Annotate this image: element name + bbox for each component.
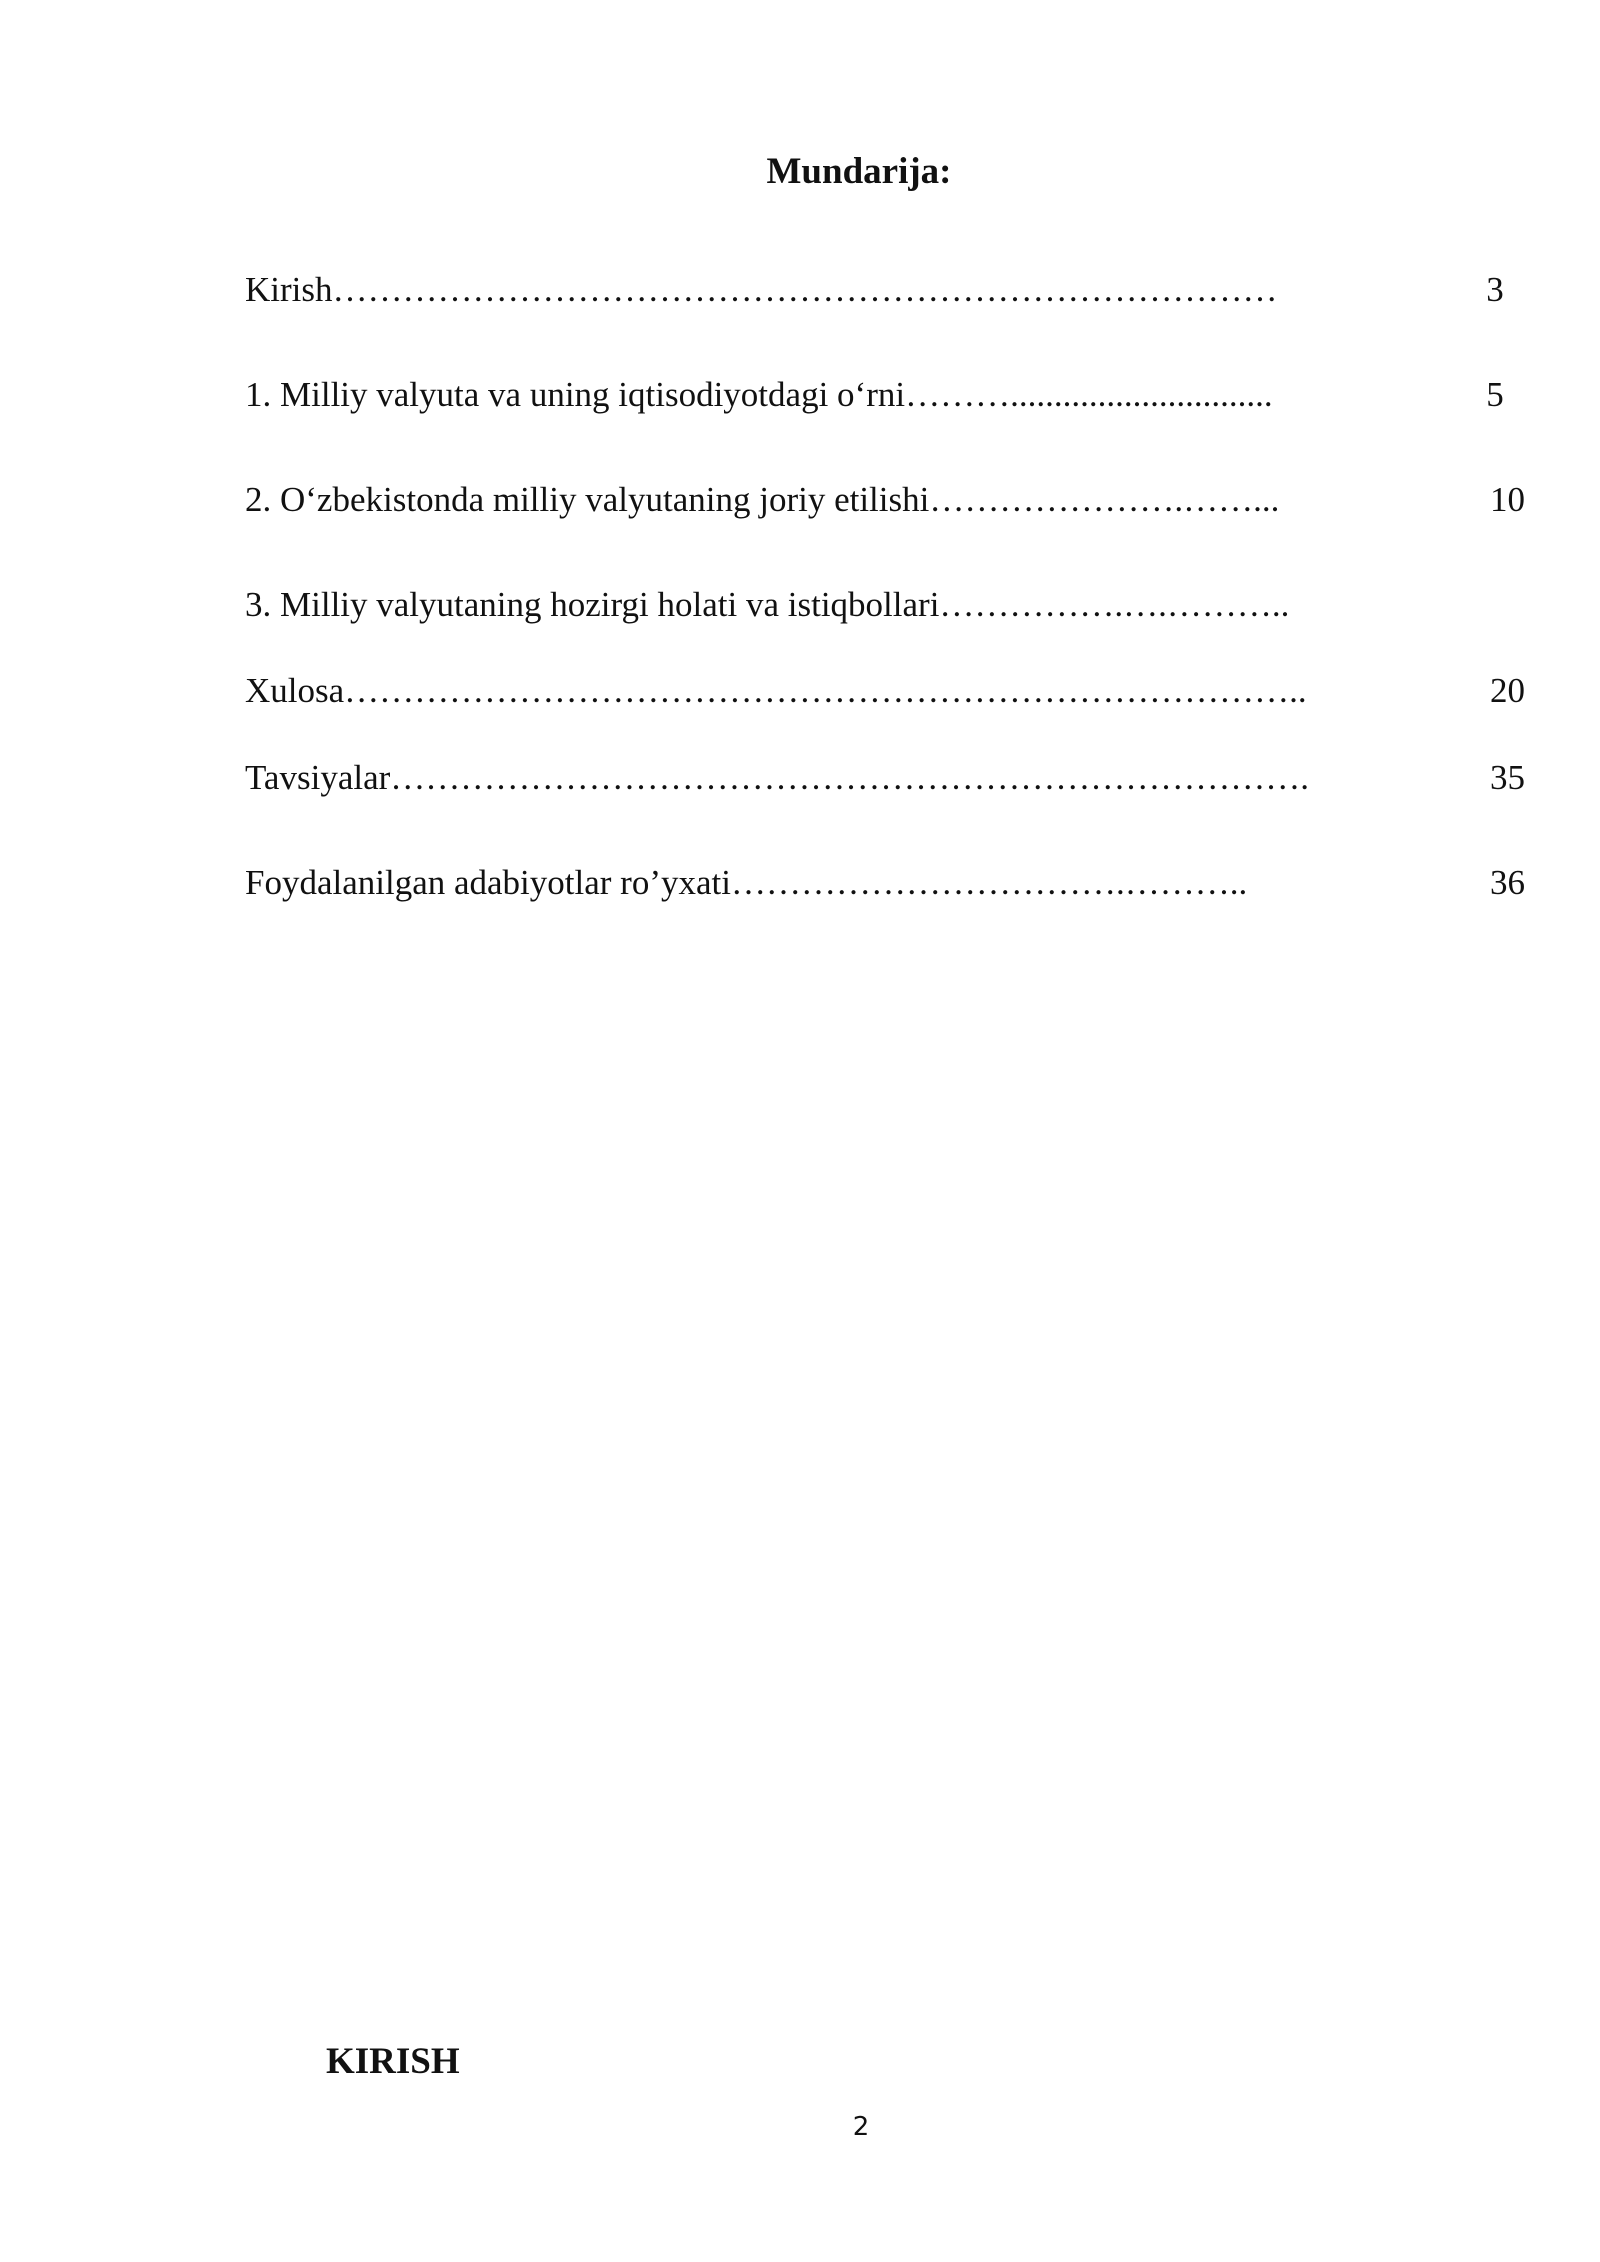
toc-item-label: Kirish……………………………………………………………………… xyxy=(245,270,1278,309)
toc-item-label: 2. O‘zbekistonda milliy valyutaning joriy etilishi………………….……... xyxy=(245,480,1280,519)
toc-item-label: Tavsiyalar……………………………………………………………………. xyxy=(245,758,1310,797)
section-heading-kirish: KIRISH xyxy=(326,2041,460,2082)
page-title: Mundarija: xyxy=(766,151,952,192)
page-number: 2 xyxy=(852,2112,870,2142)
toc-item-label: Foydalanilgan adabiyotlar ro’yxati…………………………….……….. xyxy=(245,863,1248,902)
toc-item-label: 1. Milliy valyuta va uning iqtisodiyotdagi o‘rni……….............................. xyxy=(245,375,1273,414)
toc-item-page: 3 xyxy=(1486,270,1504,309)
toc-item-label: Xulosa……………………………………………………………………….. xyxy=(245,671,1307,710)
toc-item-page: 20 xyxy=(1490,671,1525,710)
toc-item-page: 5 xyxy=(1486,375,1504,414)
toc-item-kirish[interactable] xyxy=(245,265,1525,315)
toc-item-page: 35 xyxy=(1490,758,1525,797)
toc-item-chapter-3[interactable] xyxy=(245,580,1525,630)
toc-item-page: 36 xyxy=(1490,863,1525,902)
toc-item-xulosa[interactable] xyxy=(245,666,1525,716)
toc-item-chapter-1[interactable] xyxy=(245,370,1525,420)
toc-item-adabiyotlar[interactable] xyxy=(245,858,1525,908)
toc-item-tavsiyalar[interactable] xyxy=(245,753,1525,803)
toc-item-chapter-2[interactable] xyxy=(245,475,1525,525)
toc-item-label: 3. Milliy valyutaning hozirgi holati va istiqbollari…………….….……….. xyxy=(245,585,1290,624)
toc-item-page: 10 xyxy=(1490,480,1525,519)
